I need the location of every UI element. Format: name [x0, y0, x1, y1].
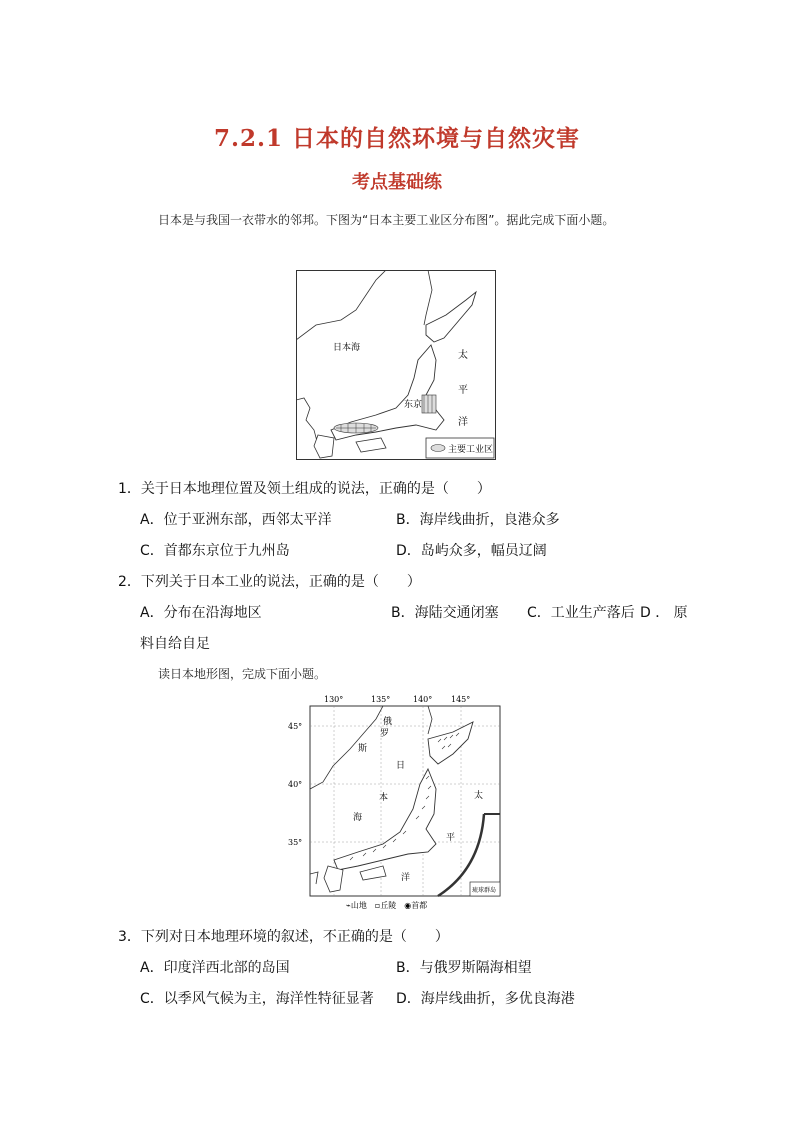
legend-industry-icon — [431, 445, 445, 452]
q2-option-c[interactable]: C．工业生产落后 — [527, 605, 635, 621]
map2-char-3: 斯 — [358, 744, 368, 754]
lon-130: 130° — [324, 695, 344, 704]
q1-option-b[interactable]: B．海岸线曲折，良港众多 — [396, 512, 560, 528]
lat-45: 45° — [288, 722, 303, 731]
map2-char-2: 罗 — [380, 729, 390, 739]
q3-option-b[interactable]: B．与俄罗斯隔海相望 — [396, 960, 532, 976]
question-1: 1．关于日本地理位置及领土组成的说法，正确的是（ ） — [118, 481, 491, 497]
tokyo-label: 东京 — [404, 400, 423, 410]
map2-ocean-1: 太 — [474, 791, 484, 801]
lat-35: 35° — [288, 838, 303, 847]
ocean-char-3: 洋 — [458, 417, 468, 428]
question-2: 2．下列关于日本工业的说法，正确的是（ ） — [118, 574, 421, 590]
q2-option-d[interactable]: D ． 原 — [640, 605, 688, 621]
page-title: 7.2.1 日本的自然环境与自然灾害 — [213, 125, 581, 152]
lon-140: 140° — [413, 695, 433, 704]
q2-option-d-continued: 料自给自足 — [140, 636, 210, 652]
q1-option-d[interactable]: D．岛屿众多，幅员辽阔 — [396, 543, 547, 559]
q3-option-c[interactable]: C．以季风气候为主，海洋性特征显著 — [140, 991, 374, 1007]
map2-legend: ⌁山地 ▫丘陵 ◉首都 — [346, 901, 428, 910]
map2-char-5: 本 — [379, 793, 389, 803]
map2-char-1: 俄 — [383, 717, 393, 727]
lon-145: 145° — [451, 695, 471, 704]
japan-industry-map — [296, 270, 496, 460]
ocean-char-2: 平 — [458, 385, 468, 396]
map2-char-4: 日 — [396, 761, 406, 771]
inset-label: 琉球群岛 — [472, 887, 497, 894]
q2-option-b[interactable]: B．海陆交通闭塞 — [391, 605, 499, 621]
map2-char-6: 海 — [353, 813, 363, 823]
q1-option-a[interactable]: A．位于亚洲东部，西邻太平洋 — [140, 512, 332, 528]
japan-terrain-map — [288, 694, 504, 912]
lat-40: 40° — [288, 780, 303, 789]
intro-2: 读日本地形图，完成下面小题。 — [158, 667, 327, 681]
ocean-char-1: 太 — [458, 350, 468, 361]
page-subtitle: 考点基础练 — [352, 172, 442, 193]
map1-legend: 主要工业区 — [448, 445, 494, 455]
q2-option-a[interactable]: A．分布在沿海地区 — [140, 605, 262, 621]
sea-of-japan-label: 日本海 — [333, 343, 361, 353]
map2-ocean-2: 平 — [446, 833, 456, 843]
intro-text: 日本是与我国一衣带水的邻邦。下图为“日本主要工业区分布图”。据此完成下面小题。 — [158, 213, 615, 227]
map2-ocean-3: 洋 — [401, 873, 411, 883]
lon-135: 135° — [371, 695, 391, 704]
question-3: 3．下列对日本地理环境的叙述，不正确的是（ ） — [118, 929, 449, 945]
q3-option-d[interactable]: D．海岸线曲折，多优良海港 — [396, 991, 575, 1007]
q1-option-c[interactable]: C．首都东京位于九州岛 — [140, 543, 290, 559]
q3-option-a[interactable]: A．印度洋西北部的岛国 — [140, 960, 290, 976]
mountain-legend-icon: ⌁ — [346, 901, 351, 910]
